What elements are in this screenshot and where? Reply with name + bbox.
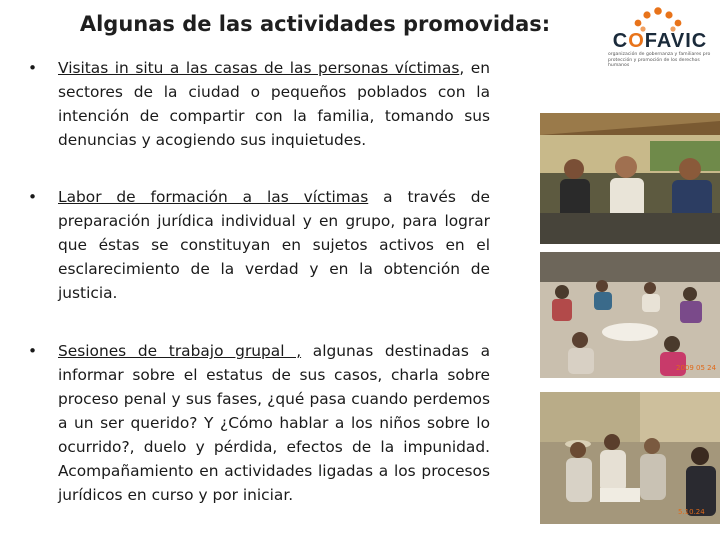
bullet-marker: • xyxy=(28,188,38,206)
photo-community-meeting xyxy=(540,113,720,244)
cofavic-logo xyxy=(598,4,720,68)
slide-title: Algunas de las actividades promovidas: xyxy=(79,12,551,36)
photo-workshop-outdoors xyxy=(540,392,720,524)
bullet-marker: • xyxy=(28,342,38,360)
photo-date-stamp: 5.10.24 xyxy=(678,508,705,516)
bullet-item-formacion xyxy=(28,185,490,305)
bullet-marker: • xyxy=(28,59,38,77)
bullet-heading: Visitas in situ a las casas de las personas víctimas xyxy=(58,59,460,77)
bullet-heading: Labor de formación a las víctimas xyxy=(58,188,369,206)
bullet-text: , en sectores de la ciudad o pequeños poblados con la intención de compartir con la familia, tomando sus denuncias y acogiendo sus inquietudes. xyxy=(58,59,490,149)
photo-session-drawing xyxy=(540,252,720,378)
bullet-heading: Sesiones de trabajo grupal , xyxy=(58,342,302,360)
bullet-item-sesiones xyxy=(28,339,490,507)
logo-wordmark: COFAVIC xyxy=(612,30,708,52)
photo-date-stamp: 2009 05 24 xyxy=(676,364,717,372)
bullet-text: algunas destinadas a informar sobre el estatus de sus casos, charla sobre proceso penal y sus fases, ¿qué pasa cuando perdemos a un ser querido? Y ¿Cómo hablar a los niños sobre lo ocurrido?, duelo y pérdida, efectos de la impunidad. Acompañamiento en actividades ligadas a los procesos jurídicos en curso y por iniciar. xyxy=(58,342,490,504)
photo-group-session xyxy=(540,252,720,378)
photo-workshop-drawing xyxy=(540,392,720,524)
photo-meeting-drawing xyxy=(540,113,720,244)
bullet-text: a través de preparación jurídica individual y en grupo, para lograr que éstas se constituyan en sujetos activos en el esclarecimiento de la verdad y en la obtención de justicia. xyxy=(58,188,490,302)
logo-tagline: organización de gobernanza y familiares pro protección y promoción de los derechos humanos xyxy=(608,52,711,68)
bullet-item-visitas xyxy=(28,56,490,152)
